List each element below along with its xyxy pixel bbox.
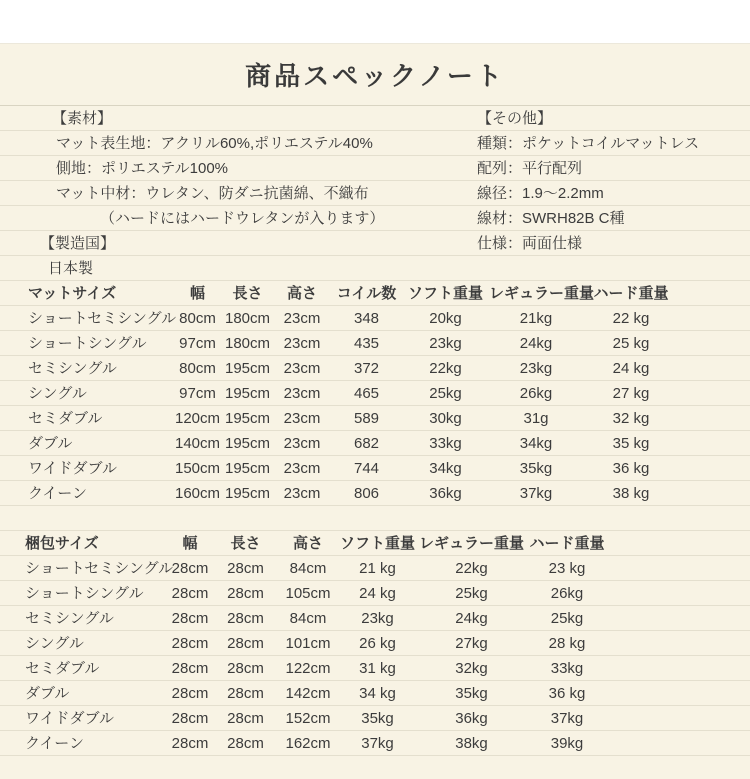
table-cell: 105cm [285, 585, 331, 602]
table-cell: 37kg [519, 485, 553, 502]
table-cell: 34kg [429, 460, 462, 477]
table-cell: 28cm [171, 585, 209, 602]
table-row [0, 606, 750, 631]
table-cell: 26kg [550, 585, 584, 602]
column-header: マットサイズ [28, 285, 117, 302]
table-cell: 101cm [285, 635, 331, 652]
table-cell: 36kg [429, 485, 462, 502]
table-cell: 23cm [283, 385, 321, 402]
table-cell: 33kg [550, 660, 584, 677]
table-cell: 23cm [283, 485, 321, 502]
table-cell: ダブル [28, 435, 73, 452]
table-cell: ダブル [25, 685, 70, 702]
other-line-wire-material: 線材：SWRH82B C種 [477, 210, 625, 227]
table-cell: 97cm [179, 335, 216, 352]
table-cell: 36 kg [612, 460, 650, 477]
table-cell: 682 [353, 435, 380, 452]
mat-size-table [0, 281, 750, 506]
table-row [0, 556, 750, 581]
table-cell: 24 kg [359, 585, 396, 602]
table-cell: 140cm [174, 435, 221, 452]
table-cell: 23 kg [548, 560, 586, 577]
table-cell: シングル [28, 385, 87, 402]
column-header: 梱包サイズ [25, 535, 99, 552]
table-cell: 28cm [227, 660, 264, 677]
table-cell: 22 kg [612, 310, 650, 327]
table-cell: 21kg [519, 310, 553, 327]
table-cell: 34kg [519, 435, 553, 452]
table-cell: セミダブル [25, 660, 100, 677]
title-block [0, 44, 750, 106]
material-section [0, 106, 472, 281]
package-size-table [0, 531, 750, 756]
table-cell: 39kg [550, 735, 584, 752]
table-cell: 28cm [227, 610, 264, 627]
table-cell: 28cm [171, 610, 209, 627]
table-row [0, 406, 750, 431]
table-cell: 37kg [361, 735, 394, 752]
page-title: 商品スペックノート [245, 61, 505, 91]
material-heading: 【素材】 [52, 110, 113, 127]
table-cell: 21 kg [359, 560, 396, 577]
table-cell: ショートシングル [25, 585, 144, 602]
table-cell: 35kg [455, 685, 488, 702]
table-cell: 180cm [224, 310, 271, 327]
other-line-type: 種類：ポケットコイルマットレス [477, 135, 700, 152]
table-cell: 744 [353, 460, 380, 477]
table-cell: 36kg [455, 710, 488, 727]
table-cell: 31 kg [359, 660, 396, 677]
table-cell: 23cm [283, 335, 321, 352]
column-header: ソフト重量 [340, 535, 416, 552]
table-row [0, 731, 750, 756]
table-cell: 22kg [429, 360, 462, 377]
table-cell: 142cm [285, 685, 331, 702]
table-cell: ショートセミシングル [28, 310, 177, 327]
table-cell: 84cm [289, 610, 327, 627]
column-header: 長さ [232, 285, 263, 302]
table-cell: 35kg [361, 710, 394, 727]
table-cell: ワイドダブル [25, 710, 114, 727]
table-cell: 32kg [455, 660, 488, 677]
table-cell: 38kg [455, 735, 488, 752]
material-line-filling: マット中材：ウレタン、防ダニ抗菌綿、不織布 [56, 185, 369, 202]
table-cell: 28cm [171, 710, 209, 727]
table-cell: 23cm [283, 310, 321, 327]
table-cell: 195cm [224, 410, 271, 427]
table-cell: 28cm [171, 560, 209, 577]
table-cell: 37kg [550, 710, 584, 727]
table-row [0, 306, 750, 331]
table-cell: 80cm [179, 360, 216, 377]
country-value: 日本製 [48, 260, 94, 277]
table-row [0, 581, 750, 606]
material-line-side: 側地：ポリエステル100% [56, 160, 229, 177]
table-cell: 25kg [429, 385, 462, 402]
column-header: レギュラー重量 [418, 535, 524, 552]
ruled-area [0, 106, 750, 779]
table-cell: 26 kg [359, 635, 396, 652]
table-header-row [0, 281, 750, 306]
table-cell: 152cm [285, 710, 331, 727]
table-row [0, 381, 750, 406]
notebook-paper [0, 43, 750, 779]
table-cell: 28cm [227, 685, 264, 702]
table-cell: 23kg [519, 360, 553, 377]
table-cell: クイーン [25, 735, 84, 752]
table-cell: 120cm [174, 410, 221, 427]
table-cell: 348 [353, 310, 380, 327]
table-cell: 25kg [550, 610, 584, 627]
table-cell: 23cm [283, 360, 321, 377]
column-header: 幅 [182, 535, 198, 552]
table-cell: 28cm [171, 635, 209, 652]
table-cell: 24 kg [612, 360, 650, 377]
table-cell: 195cm [224, 385, 271, 402]
table-row [0, 681, 750, 706]
column-header: レギュラー重量 [489, 285, 595, 302]
table-cell: 80cm [179, 310, 216, 327]
table-cell: セミシングル [28, 360, 117, 377]
table-cell: 28cm [227, 560, 264, 577]
column-header: 長さ [230, 535, 261, 552]
table-row [0, 356, 750, 381]
column-header: ハード重量 [593, 285, 669, 302]
table-cell: 435 [353, 335, 380, 352]
table-gap [0, 506, 750, 531]
table-cell: 28cm [227, 735, 264, 752]
material-note: （ハードにはハードウレタンが入ります） [100, 210, 385, 227]
table-cell: 25 kg [612, 335, 650, 352]
table-cell: 25kg [455, 585, 488, 602]
table-cell: 28cm [227, 710, 264, 727]
table-cell: 195cm [224, 435, 271, 452]
table-cell: 28cm [171, 685, 209, 702]
table-cell: ショートセミシングル [25, 560, 174, 577]
table-cell: 195cm [224, 460, 271, 477]
table-cell: 23cm [283, 410, 321, 427]
table-cell: 35 kg [612, 435, 650, 452]
table-cell: 372 [353, 360, 380, 377]
table-row [0, 706, 750, 731]
column-header: ハード重量 [529, 535, 605, 552]
table-cell: 23kg [361, 610, 394, 627]
table-cell: 150cm [174, 460, 221, 477]
table-cell: 22kg [455, 560, 488, 577]
table-cell: 24kg [519, 335, 553, 352]
table-cell: 34 kg [359, 685, 396, 702]
table-cell: 23kg [429, 335, 462, 352]
table-cell: 30kg [429, 410, 462, 427]
column-header: 幅 [189, 285, 205, 302]
country-heading: 【製造国】 [40, 235, 116, 252]
table-cell: 28cm [171, 660, 209, 677]
table-cell: 84cm [289, 560, 327, 577]
table-cell: 27kg [455, 635, 488, 652]
other-line-wire-diameter: 線径：1.9～2.2mm [477, 185, 604, 202]
table-cell: 38 kg [612, 485, 650, 502]
material-line-fabric: マット表生地：アクリル60%,ポリエステル40% [56, 135, 373, 152]
table-row [0, 456, 750, 481]
table-cell: 589 [353, 410, 380, 427]
column-header: 高さ [292, 535, 323, 552]
table-cell: 23cm [283, 435, 321, 452]
table-cell: ワイドダブル [28, 460, 117, 477]
table-cell: 28cm [227, 585, 264, 602]
table-cell: セミダブル [28, 410, 103, 427]
other-line-spec: 仕様：両面仕様 [477, 235, 583, 252]
table-cell: 195cm [224, 360, 271, 377]
other-section [477, 106, 750, 256]
table-cell: 27 kg [612, 385, 650, 402]
table-row [0, 481, 750, 506]
table-cell: 32 kg [612, 410, 650, 427]
table-cell: シングル [25, 635, 84, 652]
table-cell: 806 [353, 485, 380, 502]
table-cell: 160cm [174, 485, 221, 502]
table-cell: 28cm [227, 635, 264, 652]
table-cell: 26kg [519, 385, 553, 402]
table-cell: 33kg [429, 435, 462, 452]
table-cell: ショートシングル [28, 335, 147, 352]
table-cell: 28 kg [548, 635, 586, 652]
table-row [0, 631, 750, 656]
other-heading: 【その他】 [477, 110, 553, 127]
column-header: ソフト重量 [407, 285, 483, 302]
table-cell: 28cm [171, 735, 209, 752]
table-cell: 36 kg [548, 685, 586, 702]
table-cell: セミシングル [25, 610, 114, 627]
column-header: コイル数 [336, 285, 397, 302]
table-cell: 24kg [455, 610, 488, 627]
table-cell: 35kg [519, 460, 553, 477]
top-margin [0, 0, 750, 43]
table-cell: 97cm [179, 385, 216, 402]
table-cell: 23cm [283, 460, 321, 477]
table-cell: 162cm [285, 735, 331, 752]
other-line-arrangement: 配列：平行配列 [477, 160, 583, 177]
table-cell: クイーン [28, 485, 87, 502]
table-header-row [0, 531, 750, 556]
table-row [0, 331, 750, 356]
spec-top-section [0, 106, 750, 281]
table-cell: 180cm [224, 335, 271, 352]
table-cell: 465 [353, 385, 380, 402]
table-row [0, 431, 750, 456]
column-header: 高さ [286, 285, 317, 302]
table-cell: 20kg [429, 310, 462, 327]
table-cell: 122cm [285, 660, 331, 677]
table-cell: 195cm [224, 485, 271, 502]
table-row [0, 656, 750, 681]
table-cell: 31g [523, 410, 549, 427]
